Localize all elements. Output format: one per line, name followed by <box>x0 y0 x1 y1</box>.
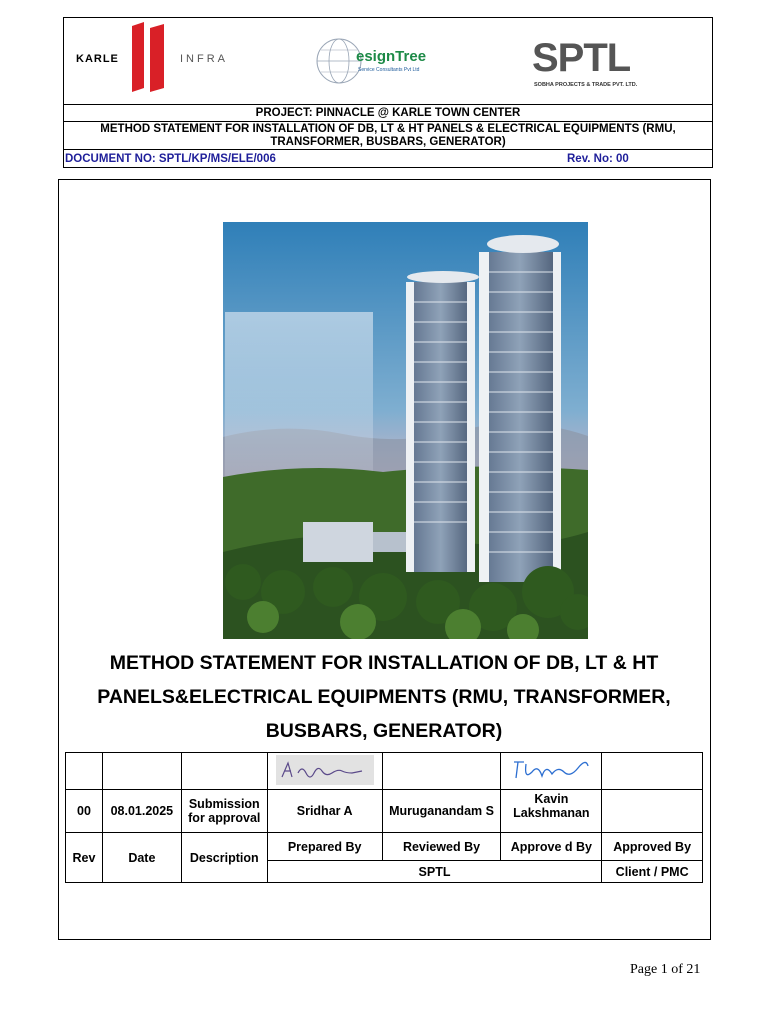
karle-logo-text: KARLE <box>76 53 119 65</box>
description-header: Description <box>181 833 267 883</box>
prepared-by-header: Prepared By <box>267 833 382 861</box>
cell-empty <box>102 753 181 790</box>
client-approved-by-header: Approved By <box>602 833 703 861</box>
building-rendering-image <box>223 222 588 639</box>
reviewed-by-header: Reviewed By <box>382 833 501 861</box>
method-statement-heading <box>64 121 712 149</box>
cover-title-line2: PANELS&ELECTRICAL EQUIPMENTS (RMU, TRANSFORMER, <box>97 686 671 708</box>
approved-signature-cell <box>501 753 602 790</box>
cover-title <box>65 646 703 748</box>
karle-infra-logo <box>72 22 232 94</box>
sptl-logo <box>528 36 658 96</box>
method-heading-line2: TRANSFORMER, BUSBARS, GENERATOR) <box>270 136 506 148</box>
page-number: Page 1 of 21 <box>630 962 701 977</box>
date-value: 08.01.2025 <box>102 790 181 833</box>
cell-empty <box>382 753 501 790</box>
cell-empty <box>181 753 267 790</box>
revision-row <box>66 790 703 833</box>
revision-number: Rev. No: 00 <box>567 153 629 165</box>
signature-row <box>66 753 703 790</box>
logo-row <box>64 18 712 104</box>
project-name: PROJECT: PINNACLE @ KARLE TOWN CENTER <box>64 104 712 121</box>
prepared-by-name: Sridhar A <box>267 790 382 833</box>
rev-value: 00 <box>66 790 103 833</box>
sptl-logo-subtext: SOBHA PROJECTS & TRADE PVT. LTD. <box>534 82 638 88</box>
designtree-logo <box>314 36 440 90</box>
header-row <box>66 833 703 861</box>
designtree-logo-text: esignTree <box>356 48 427 65</box>
approval-table <box>65 752 703 883</box>
cover-title-line3: BUSBARS, GENERATOR) <box>265 720 503 742</box>
client-pmc-label: Client / PMC <box>602 861 703 883</box>
approved-signature-image <box>512 756 590 784</box>
infra-logo-text: INFRA <box>180 53 228 65</box>
cover-title-line1: METHOD STATEMENT FOR INSTALLATION OF DB, LT & HT <box>109 652 659 674</box>
document-number: DOCUMENT NO: SPTL/KP/MS/ELE/006 <box>65 153 276 165</box>
cell-empty <box>602 753 703 790</box>
description-value: Submission for approval <box>181 790 267 833</box>
designtree-logo-subtext: Service Consultants Pvt Ltd <box>358 67 420 73</box>
document-info-row <box>64 149 712 168</box>
approved-by-name: Kavin Lakshmanan <box>501 790 602 833</box>
prepared-signature-image <box>276 755 374 785</box>
client-value <box>602 790 703 833</box>
sptl-label: SPTL <box>267 861 602 883</box>
approved-by-header: Approve d By <box>501 833 602 861</box>
rev-header: Rev <box>66 833 103 883</box>
sptl-logo-text: SPTL <box>532 36 631 80</box>
prepared-signature-cell <box>267 753 382 790</box>
karle-pillars-icon <box>130 22 166 92</box>
date-header: Date <box>102 833 181 883</box>
document-header <box>63 17 713 168</box>
reviewed-by-name: Muruganandam S <box>382 790 501 833</box>
cell-empty <box>66 753 103 790</box>
method-heading-line1: METHOD STATEMENT FOR INSTALLATION OF DB, LT & HT PANELS & ELECTRICAL EQUIPMENTS (RMU, <box>100 123 676 135</box>
